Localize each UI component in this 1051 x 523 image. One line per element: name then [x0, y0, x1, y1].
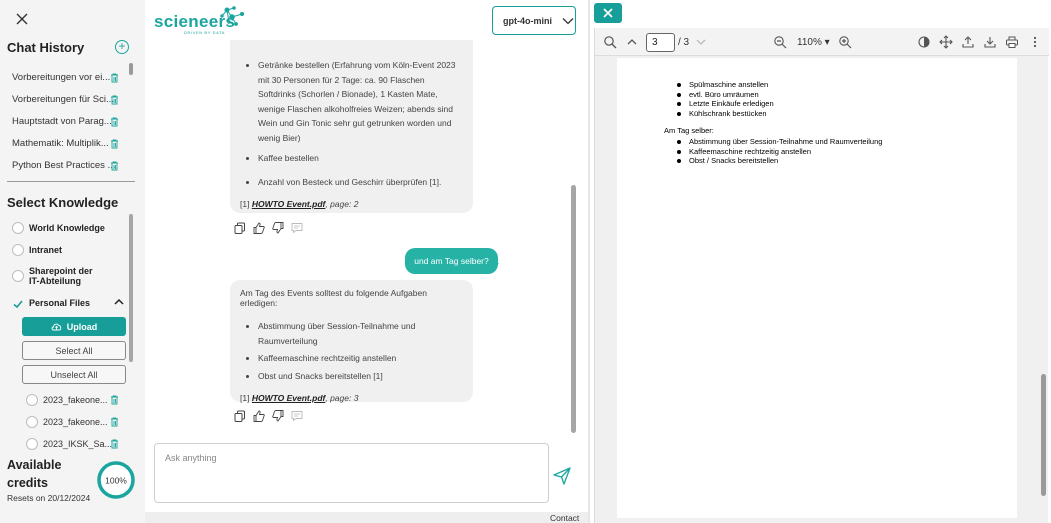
chat-scrollbar[interactable]: [571, 185, 576, 433]
credits-percent: 100%: [105, 475, 127, 486]
search-icon[interactable]: [603, 35, 617, 49]
history-item-label: Python Best Practices ...: [12, 160, 116, 171]
history-item-label: Vorbereitungen vor ei...: [12, 72, 111, 83]
knowledge-label-personal: Personal Files: [29, 298, 91, 308]
print-icon[interactable]: [1005, 35, 1019, 49]
page-number-input[interactable]: 3: [646, 33, 675, 52]
divider: [7, 181, 135, 182]
trash-icon[interactable]: [110, 417, 119, 427]
copy-icon[interactable]: [234, 410, 246, 422]
pdf-heading: Am Tag selber:: [664, 126, 714, 135]
close-icon: [594, 3, 622, 23]
knowledge-checkbox-sharepoint[interactable]: [12, 270, 24, 282]
knowledge-scrollbar[interactable]: [129, 214, 133, 362]
cloud-upload-icon: [51, 322, 62, 331]
citation-file-link[interactable]: HOWTO Event.pdf: [251, 393, 326, 403]
trash-icon[interactable]: [110, 395, 119, 405]
trash-icon[interactable]: [110, 117, 119, 127]
message-bullet: • Getränke bestellen (Erfahrung vom Köln-Event 2023 mit 30 Personen für 2 Tage: ca. 90 Flaschen Softdrinks (Schorlen / Bionade), 1 Kasten Mate, wenige Flaschen alkoholfreies Weizen; abends sind Wein und Gin Tonic sehr gut getrunken worden und wenig Bier): [258, 58, 463, 145]
file-checkbox[interactable]: [26, 394, 38, 406]
resets-label: Resets on 20/12/2024: [7, 493, 91, 503]
panel-divider[interactable]: [588, 0, 590, 523]
message-bullet: • Obst und Snacks bereitstellen [1]: [258, 369, 463, 384]
chevron-up-icon[interactable]: [625, 35, 639, 49]
pdf-list-item: Spülmaschine anstellen: [677, 80, 774, 90]
knowledge-label-world: World Knowledge: [29, 223, 105, 233]
message-bullet: • Kaffee bestellen: [258, 151, 463, 166]
unselect-all-button[interactable]: Unselect All: [22, 365, 126, 384]
pdf-list-item: Kaffeemaschine rechtzeitig anstellen: [677, 147, 882, 157]
history-item-label: Hauptstadt von Parag...: [12, 116, 112, 127]
copy-icon[interactable]: [234, 222, 246, 234]
file-label: 2023_fakeone...: [43, 417, 108, 427]
history-item-label: Mathematik: Multiplik...: [12, 138, 109, 149]
footer: [145, 512, 588, 523]
message-bullet: • Anzahl von Besteck und Geschirr überprüfen [1].: [258, 175, 463, 190]
page-total: / 3: [678, 37, 690, 48]
citation-page: , page: 2: [325, 199, 359, 209]
chat-history-title: Chat History: [7, 40, 85, 55]
pdf-list-item: evtl. Büro umräumen: [677, 90, 774, 100]
pdf-list-item: Obst / Snacks bereitstellen: [677, 156, 882, 166]
user-message: und am Tag selber?: [405, 248, 498, 274]
history-scrollbar[interactable]: [129, 63, 133, 75]
history-item[interactable]: [12, 72, 120, 83]
zoom-in-icon[interactable]: [838, 35, 852, 49]
pdf-list-before: [677, 80, 774, 118]
model-selector[interactable]: [492, 6, 576, 35]
thumbs-down-icon[interactable]: [272, 410, 284, 422]
pdf-toolbar: [595, 28, 1049, 56]
message-intro: Am Tag des Events solltest du folgende Aufgaben erledigen:: [240, 288, 427, 308]
thumbs-up-icon[interactable]: [253, 222, 265, 234]
zoom-level[interactable]: 110% ▾: [797, 37, 830, 48]
pdf-page: [617, 58, 1017, 518]
citation: [240, 393, 463, 403]
comment-icon[interactable]: [291, 222, 303, 234]
citation-page: , page: 3: [325, 393, 359, 403]
trash-icon[interactable]: [110, 73, 119, 83]
message-bullet: • Kaffeemaschine rechtzeitig anstellen: [258, 351, 463, 366]
message-actions: [234, 222, 303, 236]
logo-text: scieneers: [154, 12, 236, 31]
logo: [154, 5, 246, 35]
zoom-out-icon[interactable]: [773, 35, 787, 49]
history-item[interactable]: [12, 160, 120, 171]
assistant-message: [230, 280, 473, 402]
citation-file-link[interactable]: HOWTO Event.pdf: [251, 199, 326, 209]
citation-index: [1]: [240, 199, 250, 209]
pdf-list-item: Letzte Einkäufe erledigen: [677, 99, 774, 109]
history-item[interactable]: [12, 116, 120, 127]
upload-button[interactable]: [22, 317, 126, 336]
upload-label: Upload: [66, 321, 98, 332]
pdf-list-item: Kühlschrank bestücken: [677, 109, 774, 119]
message-bullet: • Abstimmung über Session-Teilnahme und Raumverteilung: [258, 319, 463, 348]
citation: [240, 199, 463, 209]
history-item[interactable]: [12, 138, 120, 149]
history-item[interactable]: [12, 94, 120, 105]
file-item[interactable]: [26, 438, 126, 449]
file-label: 2023_IKSK_Sa...: [43, 439, 113, 449]
thumbs-up-icon[interactable]: [253, 410, 265, 422]
contact-link[interactable]: Contact: [550, 513, 580, 523]
chevron-up-icon[interactable]: [114, 298, 124, 306]
history-item-label: Vorbereitungen für Sci...: [12, 94, 114, 105]
select-knowledge-title: Select Knowledge: [7, 195, 119, 210]
thumbs-down-icon[interactable]: [272, 222, 284, 234]
file-checkbox[interactable]: [26, 438, 38, 450]
trash-icon[interactable]: [110, 439, 119, 449]
new-chat-plus-icon[interactable]: +: [115, 40, 129, 54]
chevron-down-icon: [562, 17, 574, 25]
citation-index: [1]: [240, 393, 250, 403]
send-icon[interactable]: [552, 466, 572, 486]
check-icon[interactable]: [12, 298, 24, 310]
comment-icon[interactable]: [291, 410, 303, 422]
assistant-message: [230, 40, 473, 213]
trash-icon[interactable]: [110, 139, 119, 149]
chat-panel: [145, 0, 588, 523]
move-icon[interactable]: [939, 35, 953, 49]
knowledge-checkbox-world[interactable]: [12, 222, 24, 234]
pdf-list-after: [677, 137, 882, 166]
trash-icon[interactable]: [110, 161, 119, 171]
chat-input-placeholder: Ask anything: [165, 453, 217, 463]
chevron-down-icon[interactable]: [694, 35, 708, 49]
credits-label: Available credits: [7, 458, 62, 490]
close-pdf-button[interactable]: [594, 3, 622, 23]
download-icon[interactable]: [983, 35, 997, 49]
pdf-viewer: [594, 28, 1048, 523]
select-all-button[interactable]: Select All: [22, 341, 126, 360]
trash-icon[interactable]: [110, 95, 119, 105]
model-label: gpt-4o-mini: [503, 15, 552, 26]
knowledge-label-sharepoint: Sharepoint der IT-Abteilung: [29, 266, 93, 286]
file-item[interactable]: [26, 394, 126, 408]
credits-gauge: [96, 460, 136, 500]
knowledge-label-intranet: Intranet: [29, 245, 63, 255]
knowledge-checkbox-intranet[interactable]: [12, 244, 24, 256]
chat-input[interactable]: [154, 443, 549, 503]
sidebar: [0, 0, 145, 523]
more-icon[interactable]: [1028, 35, 1042, 49]
file-label: 2023_fakeone...: [43, 395, 108, 405]
file-checkbox[interactable]: [26, 416, 38, 428]
message-actions: [234, 410, 303, 424]
upload-icon[interactable]: [961, 35, 975, 49]
pdf-list-item: Abstimmung über Session-Teilnahme und Raumverteilung: [677, 137, 882, 147]
logo-tagline: DRIVEN BY DATA: [184, 30, 226, 35]
close-icon[interactable]: [14, 11, 30, 27]
theme-icon[interactable]: [917, 35, 931, 49]
pdf-scrollbar[interactable]: [1041, 374, 1046, 496]
file-item[interactable]: [26, 416, 126, 430]
